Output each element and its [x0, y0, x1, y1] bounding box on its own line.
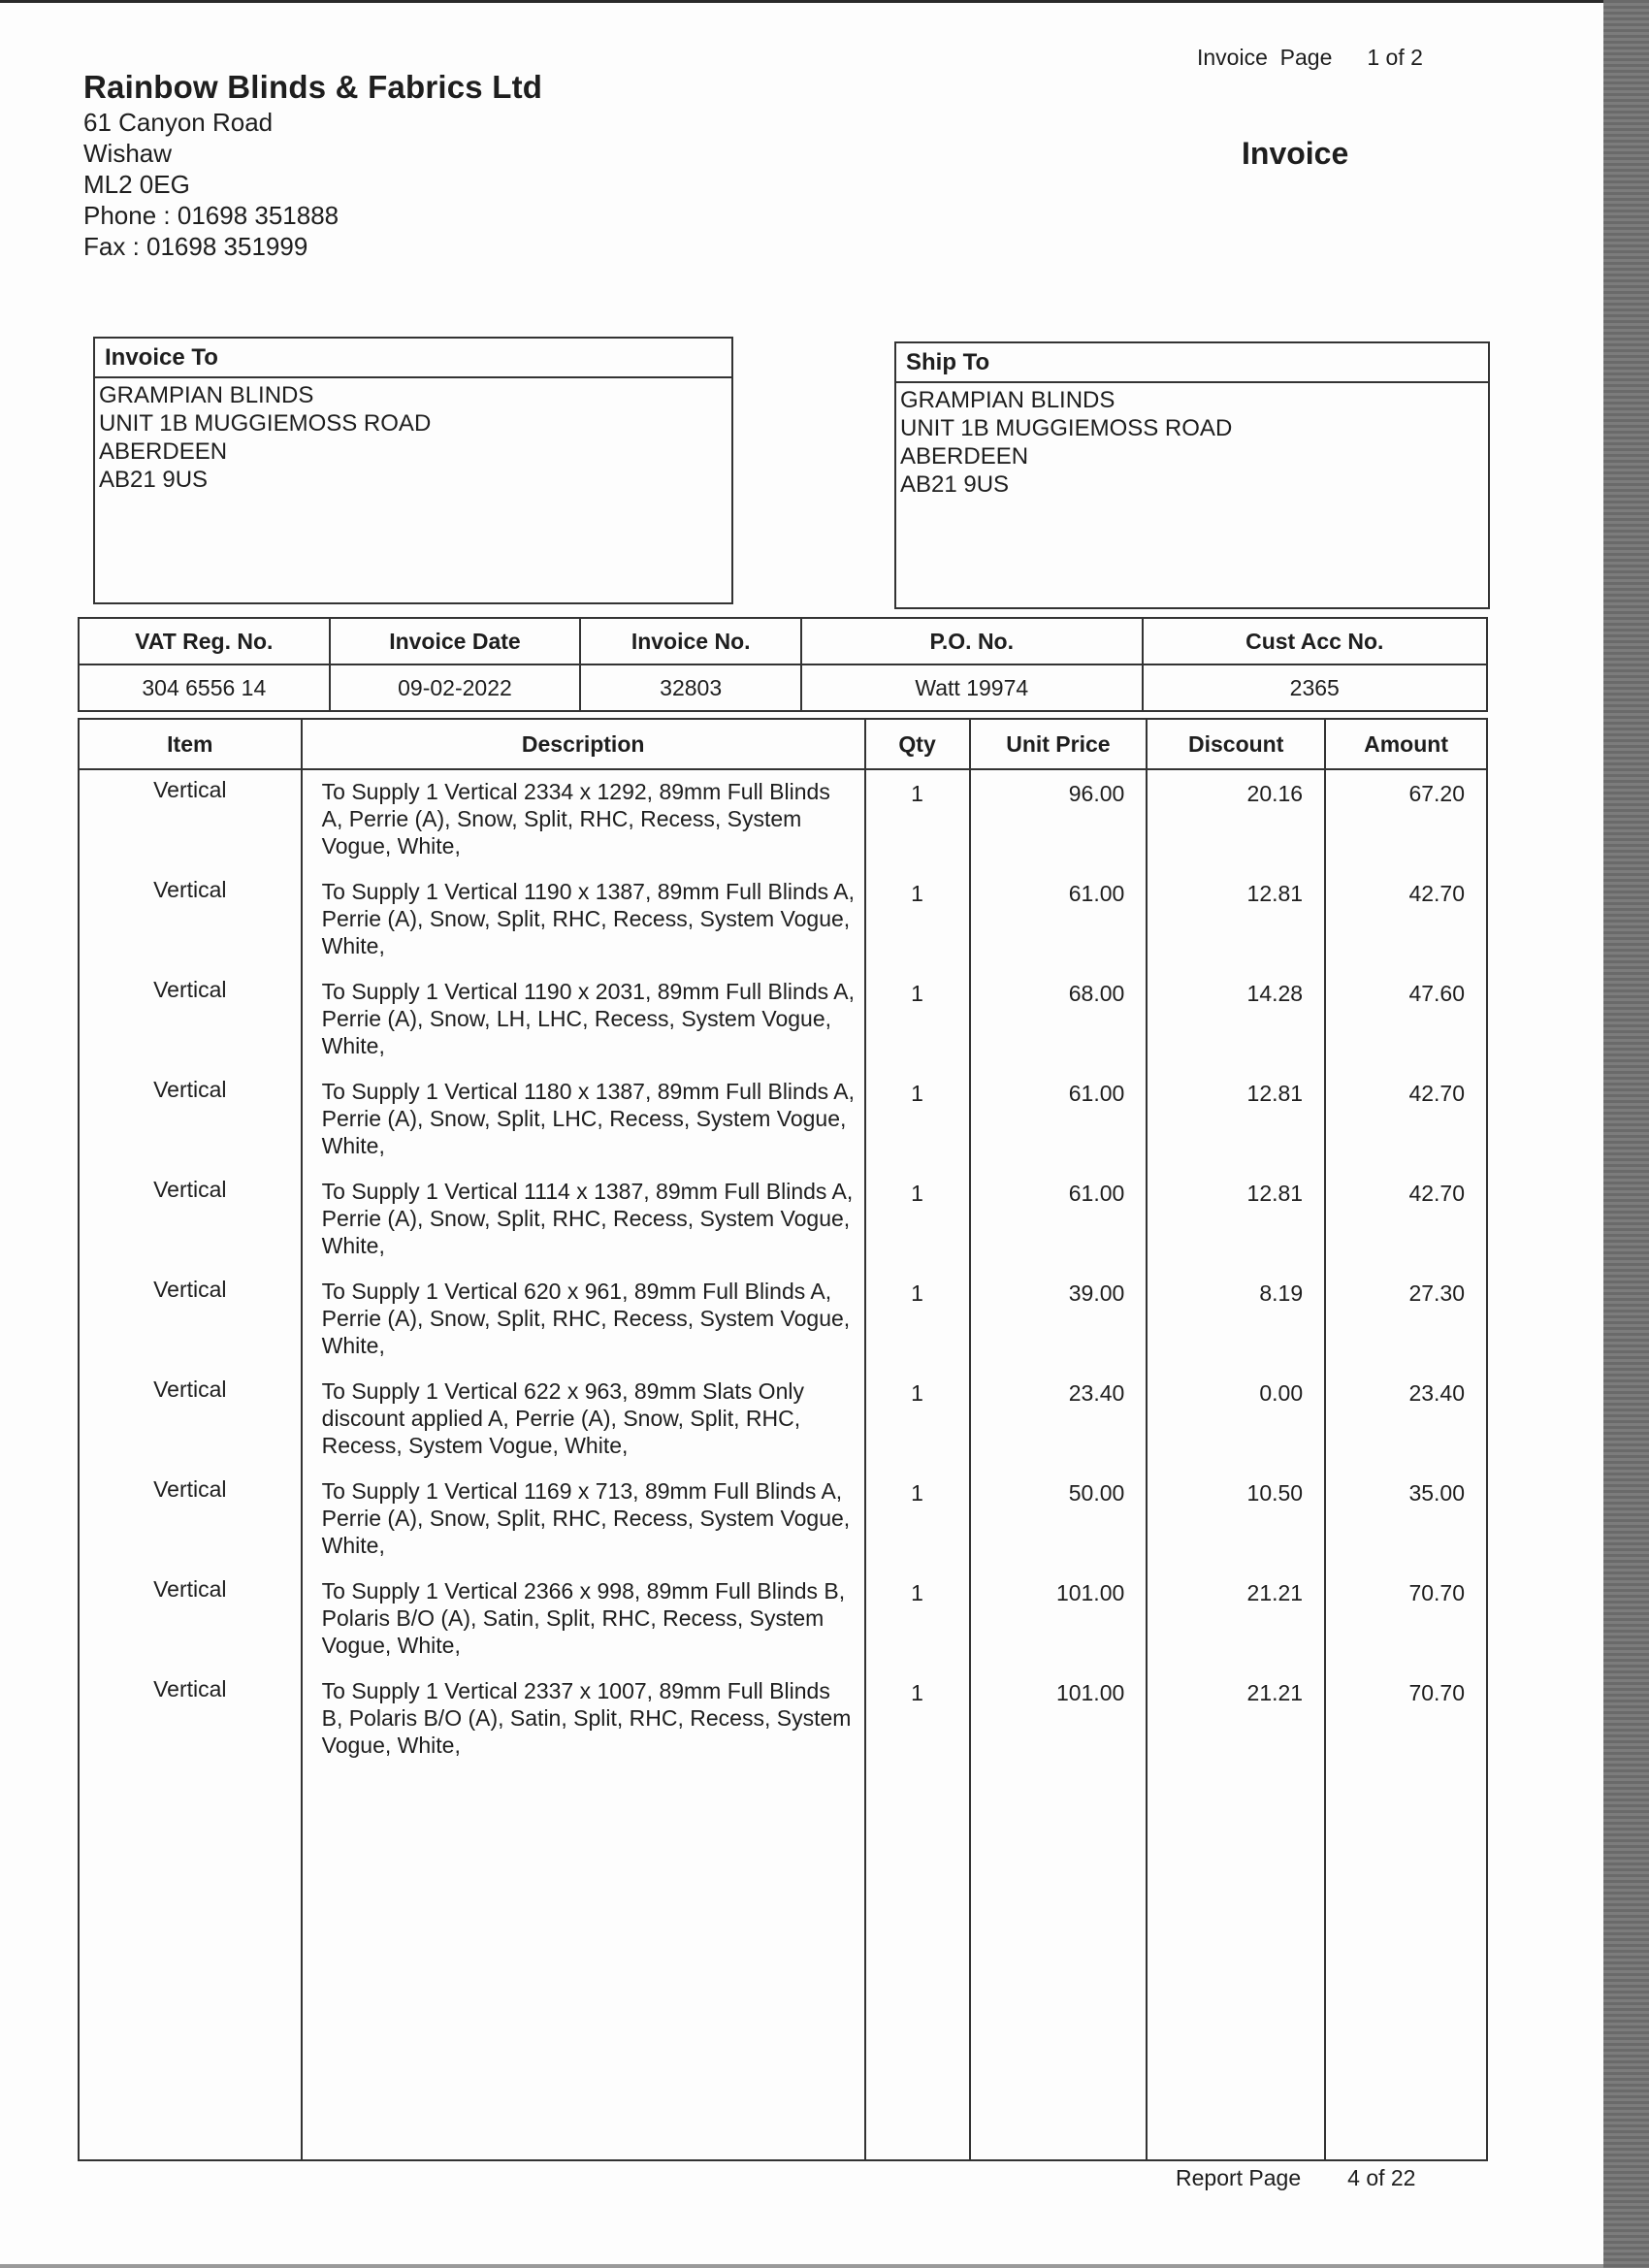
row-item: Vertical — [79, 1570, 302, 1669]
row-description: To Supply 1 Vertical 1190 x 2031, 89mm Full Blinds A, Perrie (A), Snow, LH, LHC, Recess, System Vogue, White, — [302, 970, 865, 1070]
ship-to-line: GRAMPIAN BLINDS — [900, 387, 1116, 413]
row-item: Vertical — [79, 1270, 302, 1370]
invoice-page-indicator — [1197, 45, 1423, 71]
ship-to-line: AB21 9US — [900, 471, 1010, 498]
items-header-unit-price: Unit Price — [970, 719, 1148, 769]
row-description: To Supply 1 Vertical 622 x 963, 89mm Slats Only discount applied A, Perrie (A), Snow, Split, RHC, Recess, System Vogue, White, — [302, 1370, 865, 1470]
row-unit-price: 101.00 — [970, 1570, 1148, 1669]
row-qty: 1 — [865, 870, 970, 970]
row-item: Vertical — [79, 769, 302, 870]
table-row — [79, 1070, 1487, 1170]
row-amount: 42.70 — [1325, 1070, 1487, 1170]
company-fax: Fax : 01698 351999 — [83, 232, 308, 261]
row-qty: 1 — [865, 1470, 970, 1570]
ship-to-line: UNIT 1B MUGGIEMOSS ROAD — [900, 415, 1233, 441]
row-discount: 8.19 — [1147, 1270, 1325, 1370]
report-page-label: Report Page — [1176, 2165, 1302, 2190]
table-row — [79, 1370, 1487, 1470]
table-row — [79, 1170, 1487, 1270]
meta-header-vat: VAT Reg. No. — [79, 618, 330, 664]
meta-value-invoice-date: 09-02-2022 — [330, 664, 581, 711]
row-item: Vertical — [79, 1669, 302, 1769]
row-qty: 1 — [865, 1270, 970, 1370]
invoice-to-box — [93, 337, 733, 604]
company-phone: Phone : 01698 351888 — [83, 201, 340, 230]
row-unit-price: 61.00 — [970, 1170, 1148, 1270]
meta-value-cust-acc: 2365 — [1143, 664, 1487, 711]
row-description: To Supply 1 Vertical 1169 x 713, 89mm Full Blinds A, Perrie (A), Snow, Split, RHC, Recess, System Vogue, White, — [302, 1470, 865, 1570]
invoice-to-heading: Invoice To — [95, 339, 731, 378]
empty-cell — [970, 1769, 1148, 2160]
row-amount: 67.20 — [1325, 769, 1487, 870]
row-amount: 42.70 — [1325, 1170, 1487, 1270]
row-discount: 21.21 — [1147, 1669, 1325, 1769]
table-row — [79, 970, 1487, 1070]
row-description: To Supply 1 Vertical 620 x 961, 89mm Full Blinds A, Perrie (A), Snow, Split, RHC, Recess, System Vogue, White, — [302, 1270, 865, 1370]
row-amount: 47.60 — [1325, 970, 1487, 1070]
table-row — [79, 1270, 1487, 1370]
row-qty: 1 — [865, 1570, 970, 1669]
row-unit-price: 50.00 — [970, 1470, 1148, 1570]
invoice-page-label: Invoice Page — [1197, 45, 1333, 70]
row-discount: 20.16 — [1147, 769, 1325, 870]
row-item: Vertical — [79, 970, 302, 1070]
empty-cell — [79, 1769, 302, 2160]
row-unit-price: 61.00 — [970, 870, 1148, 970]
company-block — [83, 68, 542, 262]
meta-value-invoice-no: 32803 — [580, 664, 801, 711]
empty-cell — [1147, 1769, 1325, 2160]
row-discount: 12.81 — [1147, 1170, 1325, 1270]
line-items-table — [78, 718, 1488, 2161]
invoice-to-line: ABERDEEN — [99, 438, 228, 465]
scan-top-edge — [0, 0, 1603, 3]
row-unit-price: 61.00 — [970, 1070, 1148, 1170]
row-description: To Supply 1 Vertical 2337 x 1007, 89mm Full Blinds B, Polaris B/O (A), Satin, Split, RHC, Recess, System Vogue, White, — [302, 1669, 865, 1769]
row-item: Vertical — [79, 1070, 302, 1170]
invoice-page-value: 1 of 2 — [1367, 45, 1423, 70]
table-row — [79, 1669, 1487, 1769]
row-description: To Supply 1 Vertical 2334 x 1292, 89mm Full Blinds A, Perrie (A), Snow, Split, RHC, Recess, System Vogue, White, — [302, 769, 865, 870]
scan-bottom-edge — [0, 2264, 1603, 2268]
items-header-item: Item — [79, 719, 302, 769]
report-page-value: 4 of 22 — [1347, 2165, 1416, 2190]
row-amount: 42.70 — [1325, 870, 1487, 970]
ship-to-line: ABERDEEN — [900, 443, 1029, 470]
meta-header-po-no: P.O. No. — [801, 618, 1142, 664]
row-description: To Supply 1 Vertical 1114 x 1387, 89mm Full Blinds A, Perrie (A), Snow, Split, RHC, Recess, System Vogue, White, — [302, 1170, 865, 1270]
company-address-line: ML2 0EG — [83, 170, 190, 199]
company-address-line: Wishaw — [83, 139, 173, 168]
row-qty: 1 — [865, 1370, 970, 1470]
row-amount: 70.70 — [1325, 1570, 1487, 1669]
row-qty: 1 — [865, 1070, 970, 1170]
row-amount: 35.00 — [1325, 1470, 1487, 1570]
report-page-indicator — [1176, 2165, 1415, 2191]
invoice-to-line: AB21 9US — [99, 467, 209, 493]
row-description: To Supply 1 Vertical 1190 x 1387, 89mm Full Blinds A, Perrie (A), Snow, Split, RHC, Recess, System Vogue, White, — [302, 870, 865, 970]
ship-to-heading: Ship To — [896, 343, 1488, 383]
ship-to-box — [894, 341, 1490, 609]
items-header-amount: Amount — [1325, 719, 1487, 769]
row-unit-price: 68.00 — [970, 970, 1148, 1070]
items-header-qty: Qty — [865, 719, 970, 769]
meta-header-invoice-date: Invoice Date — [330, 618, 581, 664]
items-header-discount: Discount — [1147, 719, 1325, 769]
table-row — [79, 870, 1487, 970]
row-item: Vertical — [79, 1470, 302, 1570]
invoice-meta-table — [78, 617, 1488, 712]
row-qty: 1 — [865, 1170, 970, 1270]
scanner-edge — [1603, 0, 1649, 2268]
row-qty: 1 — [865, 1669, 970, 1769]
row-unit-price: 23.40 — [970, 1370, 1148, 1470]
document-title: Invoice — [1242, 136, 1349, 171]
invoice-to-line: UNIT 1B MUGGIEMOSS ROAD — [99, 410, 432, 437]
row-discount: 0.00 — [1147, 1370, 1325, 1470]
table-row — [79, 1470, 1487, 1570]
row-item: Vertical — [79, 1370, 302, 1470]
row-amount: 23.40 — [1325, 1370, 1487, 1470]
company-name: Rainbow Blinds & Fabrics Ltd — [83, 69, 543, 105]
table-row — [79, 1570, 1487, 1669]
items-header-description: Description — [302, 719, 865, 769]
empty-cell — [302, 1769, 865, 2160]
meta-value-vat: 304 6556 14 — [79, 664, 330, 711]
row-discount: 12.81 — [1147, 870, 1325, 970]
meta-header-invoice-no: Invoice No. — [580, 618, 801, 664]
row-unit-price: 96.00 — [970, 769, 1148, 870]
row-discount: 10.50 — [1147, 1470, 1325, 1570]
row-discount: 21.21 — [1147, 1570, 1325, 1669]
empty-cell — [865, 1769, 970, 2160]
row-description: To Supply 1 Vertical 1180 x 1387, 89mm Full Blinds A, Perrie (A), Snow, Split, LHC, Recess, System Vogue, White, — [302, 1070, 865, 1170]
table-row — [79, 769, 1487, 870]
row-discount: 14.28 — [1147, 970, 1325, 1070]
meta-value-po-no: Watt 19974 — [801, 664, 1142, 711]
row-amount: 27.30 — [1325, 1270, 1487, 1370]
row-qty: 1 — [865, 970, 970, 1070]
company-address-line: 61 Canyon Road — [83, 108, 274, 137]
row-discount: 12.81 — [1147, 1070, 1325, 1170]
row-item: Vertical — [79, 870, 302, 970]
row-unit-price: 101.00 — [970, 1669, 1148, 1769]
row-unit-price: 39.00 — [970, 1270, 1148, 1370]
meta-header-cust-acc: Cust Acc No. — [1143, 618, 1487, 664]
invoice-to-line: GRAMPIAN BLINDS — [99, 382, 314, 408]
table-filler-row — [79, 1769, 1487, 2160]
row-amount: 70.70 — [1325, 1669, 1487, 1769]
row-description: To Supply 1 Vertical 2366 x 998, 89mm Full Blinds B, Polaris B/O (A), Satin, Split, RHC, Recess, System Vogue, White, — [302, 1570, 865, 1669]
row-item: Vertical — [79, 1170, 302, 1270]
row-qty: 1 — [865, 769, 970, 870]
empty-cell — [1325, 1769, 1487, 2160]
